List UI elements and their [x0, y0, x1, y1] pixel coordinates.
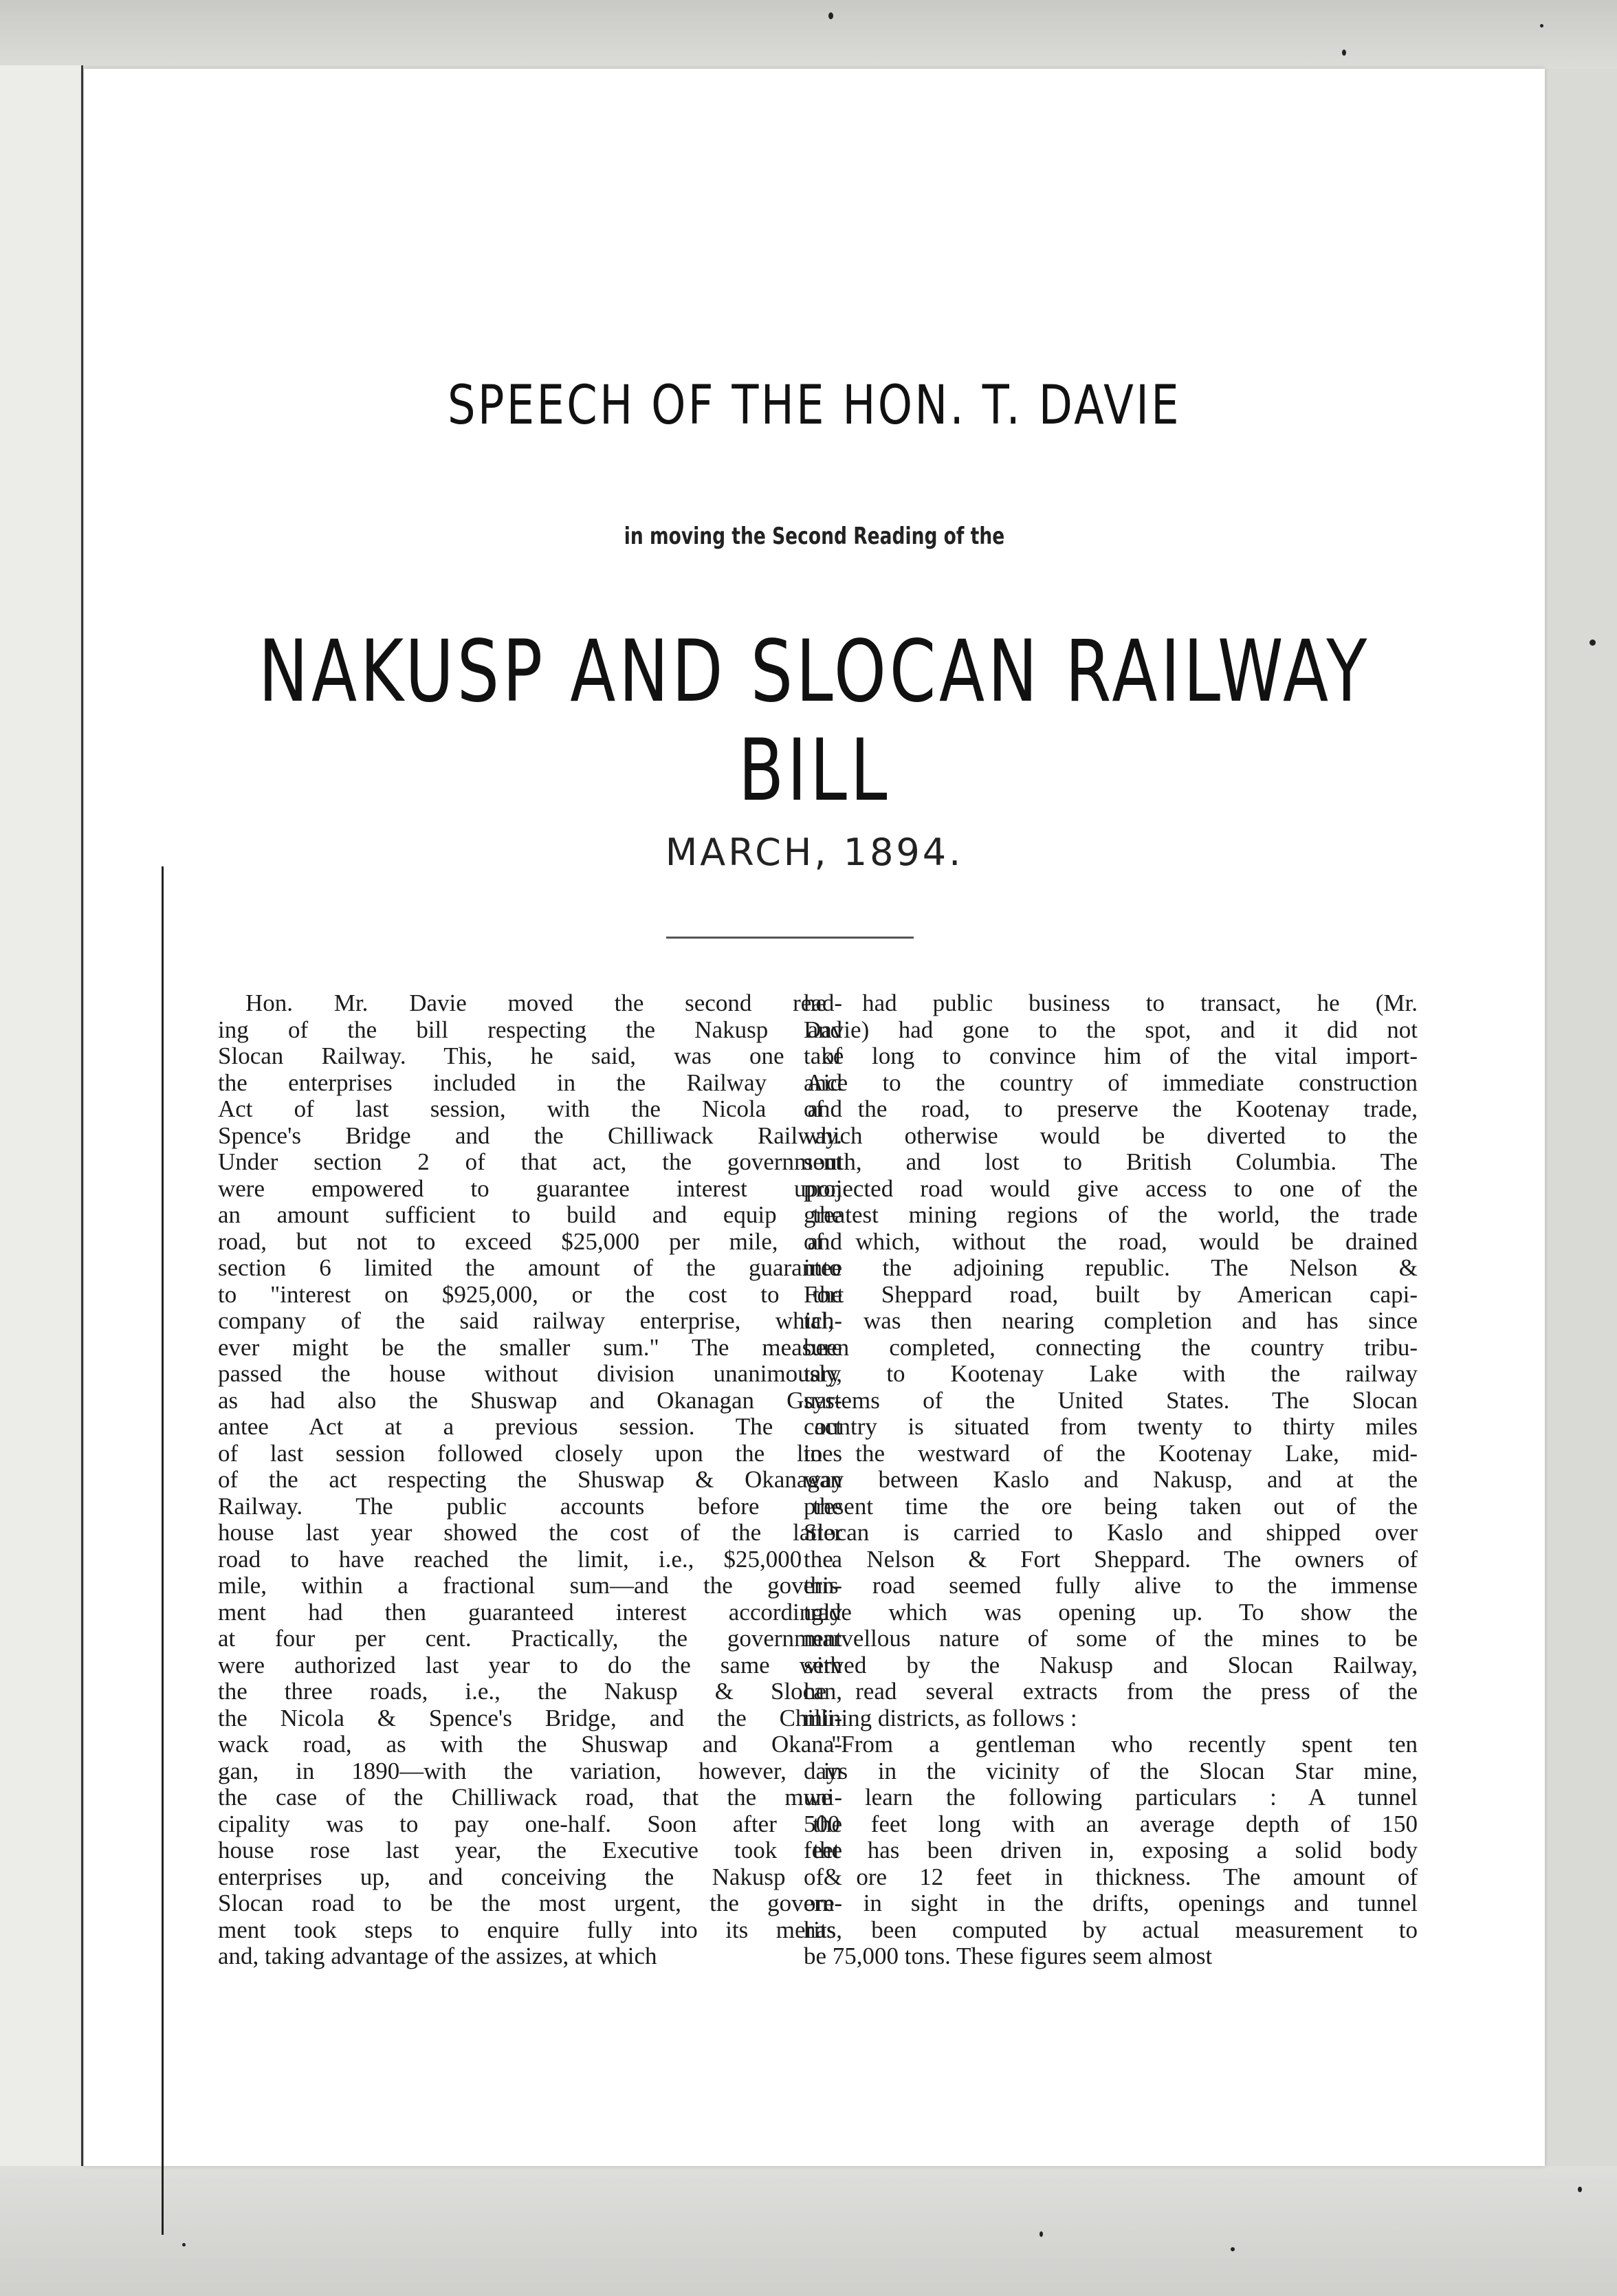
page-gutter-line — [162, 866, 164, 2235]
title-divider-rule — [666, 937, 914, 939]
right-text-column — [804, 990, 1418, 1970]
text-line: ever might be the smaller sum." The measure — [218, 1334, 842, 1361]
text-line: 500 feet long with an average depth of 150 — [804, 1811, 1418, 1837]
text-line: present time the ore being taken out of the — [804, 1493, 1418, 1520]
scan-speck — [1040, 2231, 1043, 2237]
text-line: road, but not to exceed $25,000 per mile, and — [218, 1228, 842, 1255]
text-line: passed the house without division unanimously, — [218, 1361, 842, 1387]
scan-speck — [1540, 24, 1543, 28]
text-line: systems of the United States. The Slocan — [804, 1387, 1418, 1414]
text-line: of last session followed closely upon the lines — [218, 1440, 842, 1467]
text-line: Fort Sheppard road, built by American capi- — [804, 1281, 1418, 1308]
text-line: served by the Nakusp and Slocan Railway, — [804, 1652, 1418, 1679]
text-line: Slocan Railway. This, he said, was one of — [218, 1043, 842, 1069]
text-line: Under section 2 of that act, the government — [218, 1149, 842, 1175]
text-line: the Nicola & Spence's Bridge, and the Chilli- — [218, 1705, 842, 1731]
text-line: an amount sufficient to build and equip the — [218, 1202, 842, 1228]
text-line: Slocan is carried to Kaslo and shipped over — [804, 1520, 1418, 1546]
text-line: which otherwise would be diverted to the — [804, 1122, 1418, 1149]
scan-speck — [1342, 50, 1346, 56]
text-line: we learn the following particulars : A tunnel — [804, 1784, 1418, 1811]
text-line: company of the said railway enterprise, which- — [218, 1308, 842, 1334]
text-line: mining districts, as follows : — [804, 1705, 1077, 1731]
text-line: of ore 12 feet in thickness. The amount of — [804, 1863, 1418, 1890]
text-line: house last year showed the cost of the latter — [218, 1520, 842, 1546]
text-line: take long to convince him of the vital import- — [804, 1043, 1418, 1069]
text-line: feet has been driven in, exposing a solid body — [804, 1837, 1418, 1863]
text-line: road to have reached the limit, i.e., $25,000 a — [218, 1546, 842, 1573]
text-line: to "interest on $925,000, or the cost to the — [218, 1281, 842, 1308]
text-line: to the westward of the Kootenay Lake, mid- — [804, 1440, 1418, 1467]
text-line: house rose last year, the Executive took the — [218, 1837, 842, 1863]
scan-speck — [828, 12, 833, 19]
text-line: Hon. Mr. Davie moved the second read- — [245, 990, 842, 1016]
text-line: antee Act at a previous session. The act — [218, 1414, 842, 1440]
text-line: greatest mining regions of the world, the trade — [804, 1202, 1418, 1228]
scan-speck — [1578, 2187, 1582, 2192]
document-page — [84, 69, 1545, 2166]
text-line: section 6 limited the amount of the guarantee — [218, 1255, 842, 1281]
scan-speck — [182, 2243, 186, 2246]
text-line: Act of last session, with the Nicola and — [218, 1096, 842, 1122]
text-line: the Nelson & Fort Sheppard. The owners of — [804, 1546, 1418, 1573]
text-line: were authorized last year to do the same with — [218, 1652, 842, 1679]
left-text-column — [218, 990, 842, 1970]
facing-page-edge — [0, 65, 83, 2169]
text-line: ment took steps to enquire fully into its merits, — [218, 1916, 842, 1943]
speech-date: MARCH, 1894. — [665, 831, 964, 874]
text-line: and, taking advantage of the assizes, at which — [218, 1943, 657, 1969]
text-line: Railway. The public accounts before the — [218, 1493, 842, 1520]
text-line: marvellous nature of some of the mines to be — [804, 1626, 1418, 1652]
text-line: Spence's Bridge and the Chilliwack Railway. — [218, 1122, 842, 1149]
text-line: the case of the Chilliwack road, that the muni- — [218, 1784, 842, 1811]
text-line: gan, in 1890—with the variation, however, in — [218, 1758, 842, 1784]
text-line: Davie) had gone to the spot, and it did not — [804, 1016, 1418, 1043]
text-line: been completed, connecting the country tribu- — [804, 1334, 1418, 1361]
text-line: as had also the Shuswap and Okanagan Guar- — [218, 1387, 842, 1414]
text-line: tary to Kootenay Lake with the railway — [804, 1361, 1418, 1387]
text-line: this road seemed fully alive to the immense — [804, 1573, 1418, 1599]
text-line: way between Kaslo and Nakusp, and at the — [804, 1467, 1418, 1493]
text-line: were empowered to guarantee interest upon — [218, 1175, 842, 1202]
text-line: cipality was to pay one-half. Soon after the — [218, 1811, 842, 1837]
text-line: "From a gentleman who recently spent ten — [831, 1731, 1418, 1758]
scan-top-margin — [0, 0, 1617, 69]
text-line: projected road would give access to one of the — [804, 1175, 1418, 1202]
text-line: mile, within a fractional sum—and the govern- — [218, 1573, 842, 1599]
scan-speck — [1231, 2247, 1235, 2251]
text-line: wack road, as with the Shuswap and Okana- — [218, 1731, 842, 1758]
text-line: has been computed by actual measurement to — [804, 1916, 1418, 1943]
text-line: ore in sight in the drifts, openings and tunnel — [804, 1890, 1418, 1916]
speech-subheading: in moving the Second Reading of the — [624, 523, 1005, 550]
text-line: of the road, to preserve the Kootenay trade, — [804, 1096, 1418, 1122]
scan-bottom-margin — [0, 2166, 1617, 2296]
bill-title: NAKUSP AND SLOCAN RAILWAY BILL — [258, 622, 1371, 820]
scan-speck — [1590, 639, 1596, 646]
text-line: ance to the country of immediate construction — [804, 1069, 1418, 1096]
text-line: tal, was then nearing completion and has since — [804, 1308, 1418, 1334]
text-line: ment had then guaranteed interest accordingly — [218, 1599, 842, 1626]
text-line: of which, without the road, would be drained — [804, 1228, 1418, 1255]
text-line: country is situated from twenty to thirty miles — [804, 1414, 1418, 1440]
text-line: enterprises up, and conceiving the Nakusp & — [218, 1863, 842, 1890]
text-line: Slocan road to be the most urgent, the govern- — [218, 1890, 842, 1916]
text-line: ing of the bill respecting the Nakusp and — [218, 1016, 842, 1043]
text-line: at four per cent. Practically, the government — [218, 1626, 842, 1652]
text-line: the enterprises included in the Railway Aid — [218, 1069, 842, 1096]
text-line: of the act respecting the Shuswap & Okanagan — [218, 1467, 842, 1493]
text-line: south, and lost to British Columbia. The — [804, 1149, 1418, 1175]
text-line: be 75,000 tons. These figures seem almost — [804, 1943, 1213, 1969]
text-line: trade which was opening up. To show the — [804, 1599, 1418, 1626]
text-line: into the adjoining republic. The Nelson & — [804, 1255, 1418, 1281]
text-line: he read several extracts from the press of the — [804, 1679, 1418, 1705]
speech-heading: SPEECH OF THE HON. T. DAVIE — [448, 375, 1181, 437]
text-line: days in the vicinity of the Slocan Star mine, — [804, 1758, 1418, 1784]
text-line: he had public business to transact, he (Mr. — [804, 990, 1418, 1016]
text-line: the three roads, i.e., the Nakusp & Slocan, — [218, 1679, 842, 1705]
